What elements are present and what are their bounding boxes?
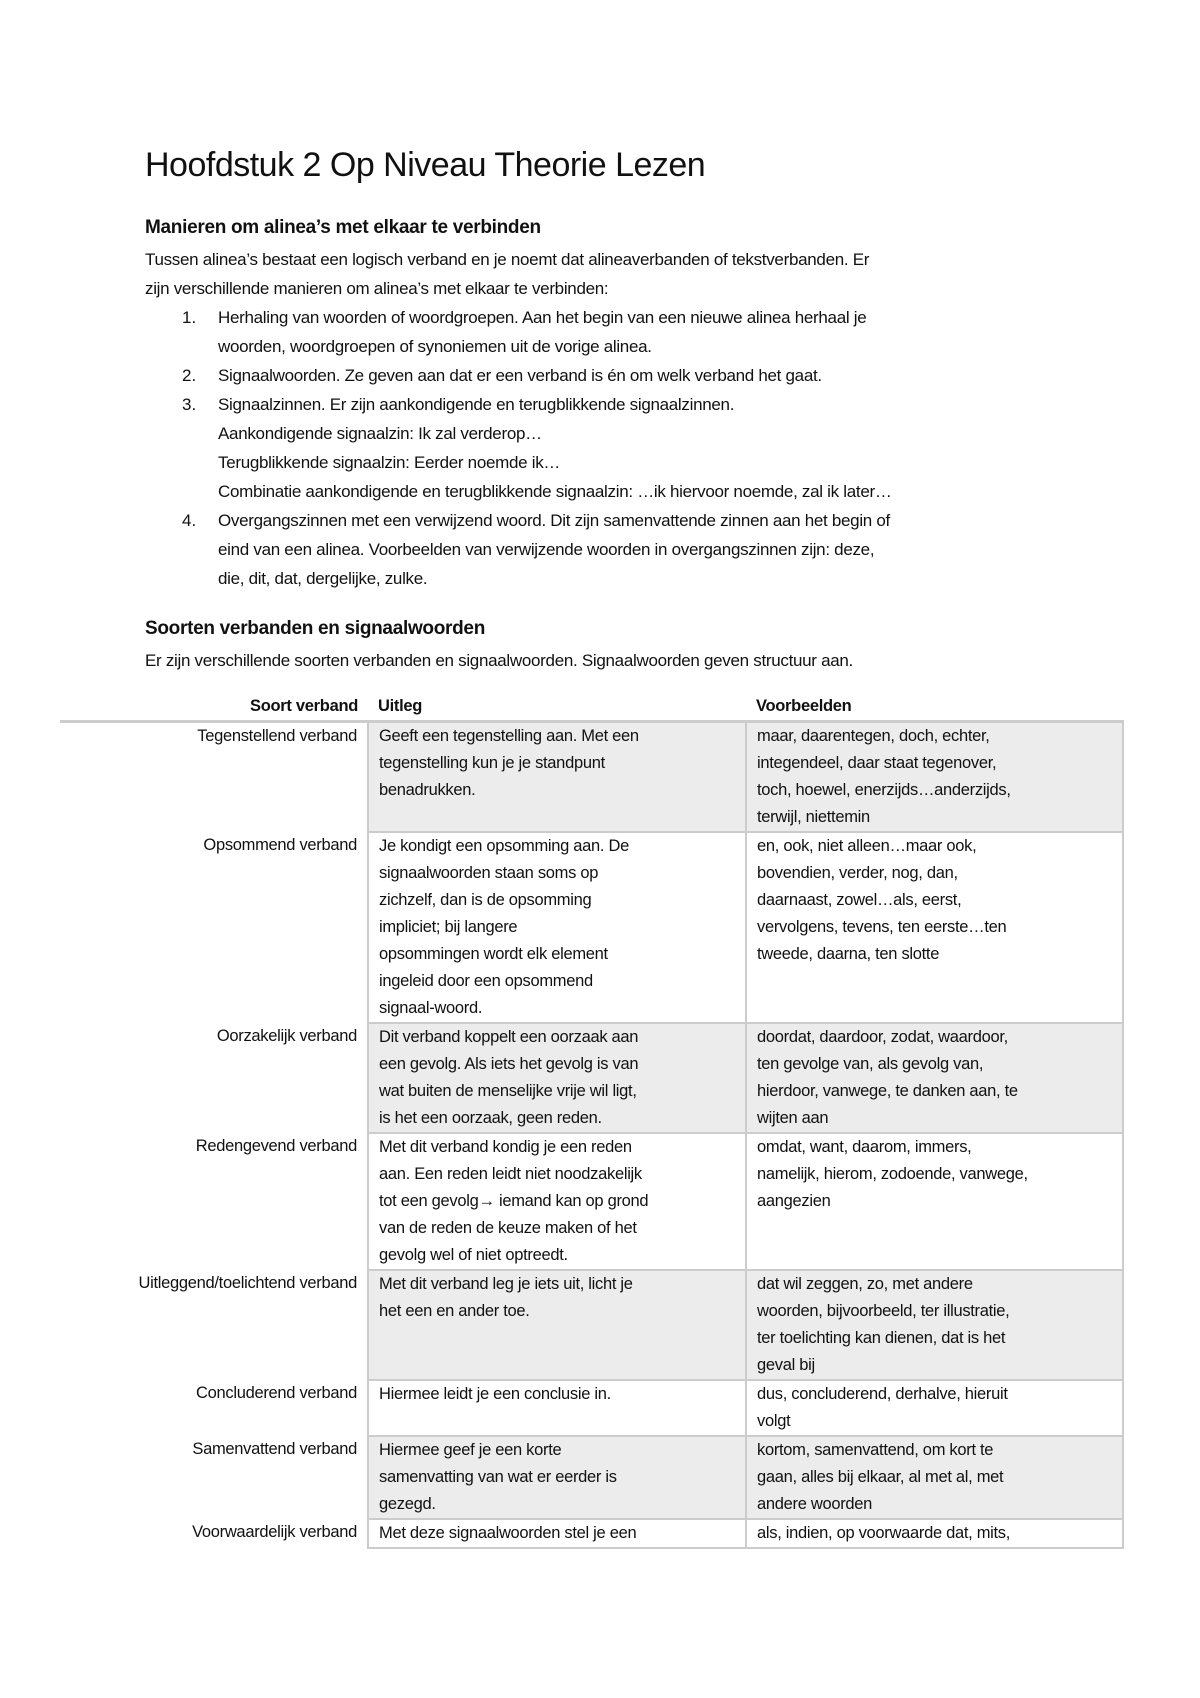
page-title: Hoofdstuk 2 Op Niveau Theorie Lezen — [145, 146, 706, 184]
cell-line: daarnaast, zowel…als, eerst, — [757, 891, 962, 909]
cell-line: wijten aan — [757, 1109, 829, 1127]
cell-line: gaan, alles bij elkaar, al met al, met — [757, 1468, 1004, 1486]
column-header: Uitleg — [368, 692, 746, 722]
cell-line: integendeel, daar staat tegenover, — [757, 754, 997, 772]
cell-line: doordat, daardoor, zodat, waardoor, — [757, 1028, 1008, 1046]
cell-line: zichzelf, dan is de opsomming — [379, 891, 592, 909]
paragraph-line: Tussen alinea’s bestaat een logisch verband en je noemt dat alineaverbanden of tekstverbanden. Er — [145, 250, 870, 269]
cell-line: aangezien — [757, 1192, 831, 1210]
cell-line: een gevolg. Als iets het gevolg is van — [379, 1055, 639, 1073]
relation-type: Samenvattend verband — [192, 1440, 357, 1458]
cell-line: signaal-woord. — [379, 999, 483, 1017]
column-header: Voorbeelden — [746, 692, 1123, 722]
table-row — [60, 1436, 1123, 1519]
cell-line: tegenstelling kun je je standpunt — [379, 754, 605, 772]
examples-cell — [746, 1519, 1123, 1548]
cell-line: Geeft een tegenstelling aan. Met een — [379, 727, 639, 745]
cell-line: en, ook, niet alleen…maar ook, — [757, 837, 977, 855]
explanation-cell — [368, 1133, 746, 1270]
explanation-cell — [368, 1270, 746, 1380]
cell-line: signaalwoorden staan soms op — [379, 864, 599, 882]
examples-cell — [746, 1380, 1123, 1436]
paragraph: Er zijn verschillende soorten verbanden en signaalwoorden. Signaalwoorden geven structuur aan. — [145, 651, 853, 670]
cell-line: ter toelichting kan dienen, dat is het — [757, 1329, 1006, 1347]
cell-line: impliciet; bij langere — [379, 918, 518, 936]
cell-line: omdat, want, daarom, immers, — [757, 1138, 972, 1156]
list-item-line: Signaalwoorden. Ze geven aan dat er een verband is én om welk verband het gaat. — [218, 366, 822, 385]
cell-line: gevolg wel of niet optreedt. — [379, 1246, 568, 1264]
list-number: 2. — [182, 366, 197, 385]
cell-line: wat buiten de menselijke vrije wil ligt, — [379, 1082, 637, 1100]
explanation-cell — [368, 1519, 746, 1548]
explanation-cell — [368, 1436, 746, 1519]
cell-line: andere woorden — [757, 1495, 873, 1513]
relations-table — [60, 692, 1124, 1549]
cell-line: gezegd. — [379, 1495, 436, 1513]
list-number: 1. — [182, 308, 197, 327]
relation-type: Concluderend verband — [196, 1384, 357, 1402]
cell-line: Hiermee leidt je een conclusie in. — [379, 1385, 611, 1403]
list-item-line: eind van een alinea. Voorbeelden van verwijzende woorden in overgangszinnen zijn: deze, — [218, 540, 875, 559]
cell-line: Je kondigt een opsomming aan. De — [379, 837, 629, 855]
table-row — [60, 1270, 1123, 1380]
cell-line: maar, daarentegen, doch, echter, — [757, 727, 990, 745]
cell-line: ten gevolge van, als gevolg van, — [757, 1055, 984, 1073]
cell-line: als, indien, op voorwaarde dat, mits, — [757, 1524, 1011, 1542]
cell-line: hierdoor, vanwege, te danken aan, te — [757, 1082, 1018, 1100]
cell-line: kortom, samenvattend, om kort te — [757, 1441, 994, 1459]
relation-type: Opsommend verband — [203, 836, 357, 854]
relation-type: Tegenstellend verband — [197, 727, 357, 745]
cell-line: Met dit verband kondig je een reden — [379, 1138, 632, 1156]
list-item-line: Herhaling van woorden of woordgroepen. Aan het begin van een nieuwe alinea herhaal je — [218, 308, 867, 327]
cell-line: toch, hoewel, enerzijds…anderzijds, — [757, 781, 1011, 799]
cell-line: is het een oorzaak, geen reden. — [379, 1109, 602, 1127]
list-item-line: Overgangszinnen met een verwijzend woord. Dit zijn samenvattende zinnen aan het begin of — [218, 511, 890, 530]
list-item-line: woorden, woordgroepen of synoniemen uit de vorige alinea. — [218, 337, 652, 356]
cell-line: het een en ander toe. — [379, 1302, 530, 1320]
explanation-cell — [368, 1380, 746, 1436]
list-item-line: Terugblikkende signaalzin: Eerder noemde ik… — [218, 453, 561, 472]
cell-line: aan. Een reden leidt niet noodzakelijk — [379, 1165, 642, 1183]
examples-cell — [746, 1436, 1123, 1519]
section-heading-connecting-paragraphs: Manieren om alinea’s met elkaar te verbinden — [145, 217, 541, 238]
cell-line: ingeleid door een opsommend — [379, 972, 593, 990]
relation-type: Voorwaardelijk verband — [192, 1523, 357, 1541]
list-number: 4. — [182, 511, 197, 530]
cell-line: Dit verband koppelt een oorzaak aan — [379, 1028, 639, 1046]
examples-cell — [746, 1133, 1123, 1270]
cell-line: woorden, bijvoorbeeld, ter illustratie, — [757, 1302, 1010, 1320]
table-row — [60, 722, 1123, 833]
examples-cell — [746, 1023, 1123, 1133]
list-number: 3. — [182, 395, 197, 414]
table-row — [60, 832, 1123, 1023]
examples-cell — [746, 832, 1123, 1023]
list-item-line: Combinatie aankondigende en terugblikkende signaalzin: …ik hiervoor noemde, zal ik later… — [218, 482, 892, 501]
cell-line: dus, concluderend, derhalve, hieruit — [757, 1385, 1008, 1403]
cell-line: vervolgens, tevens, ten eerste…ten — [757, 918, 1007, 936]
cell-line: namelijk, hierom, zodoende, vanwege, — [757, 1165, 1028, 1183]
relation-type: Redengevend verband — [195, 1137, 357, 1155]
list-item-line: die, dit, dat, dergelijke, zulke. — [218, 569, 428, 588]
section-heading-relation-types: Soorten verbanden en signaalwoorden — [145, 618, 486, 639]
relation-type: Oorzakelijk verband — [216, 1027, 357, 1045]
cell-line: Hiermee geef je een korte — [379, 1441, 562, 1459]
cell-line: opsommingen wordt elk element — [379, 945, 608, 963]
cell-line: tweede, daarna, ten slotte — [757, 945, 940, 963]
cell-line: samenvatting van wat er eerder is — [379, 1468, 617, 1486]
cell-line: bovendien, verder, nog, dan, — [757, 864, 958, 882]
paragraph-line: zijn verschillende manieren om alinea’s met elkaar te verbinden: — [145, 279, 609, 298]
cell-line: dat wil zeggen, zo, met andere — [757, 1275, 973, 1293]
list-item-line: Signaalzinnen. Er zijn aankondigende en terugblikkende signaalzinnen. — [218, 395, 735, 414]
examples-cell — [746, 1270, 1123, 1380]
cell-line: geval bij — [757, 1356, 815, 1374]
table-row — [60, 1380, 1123, 1436]
table-header-row — [60, 692, 1123, 722]
cell-line: tot een gevolg→ iemand kan op grond — [379, 1192, 649, 1210]
examples-cell — [746, 722, 1123, 833]
explanation-cell — [368, 832, 746, 1023]
table-row — [60, 1519, 1123, 1548]
table-row — [60, 1133, 1123, 1270]
cell-line: volgt — [757, 1412, 791, 1430]
list-item-line: Aankondigende signaalzin: Ik zal verderop… — [218, 424, 542, 443]
cell-line: Met deze signaalwoorden stel je een — [379, 1524, 637, 1542]
cell-line: Met dit verband leg je iets uit, licht je — [379, 1275, 633, 1293]
cell-line: van de reden de keuze maken of het — [379, 1219, 637, 1237]
table-row — [60, 1023, 1123, 1133]
explanation-cell — [368, 1023, 746, 1133]
cell-line: terwijl, niettemin — [757, 808, 870, 826]
cell-line: benadrukken. — [379, 781, 476, 799]
explanation-cell — [368, 722, 746, 833]
relation-type: Uitleggend/toelichtend verband — [138, 1274, 357, 1292]
column-header: Soort verband — [60, 692, 368, 722]
